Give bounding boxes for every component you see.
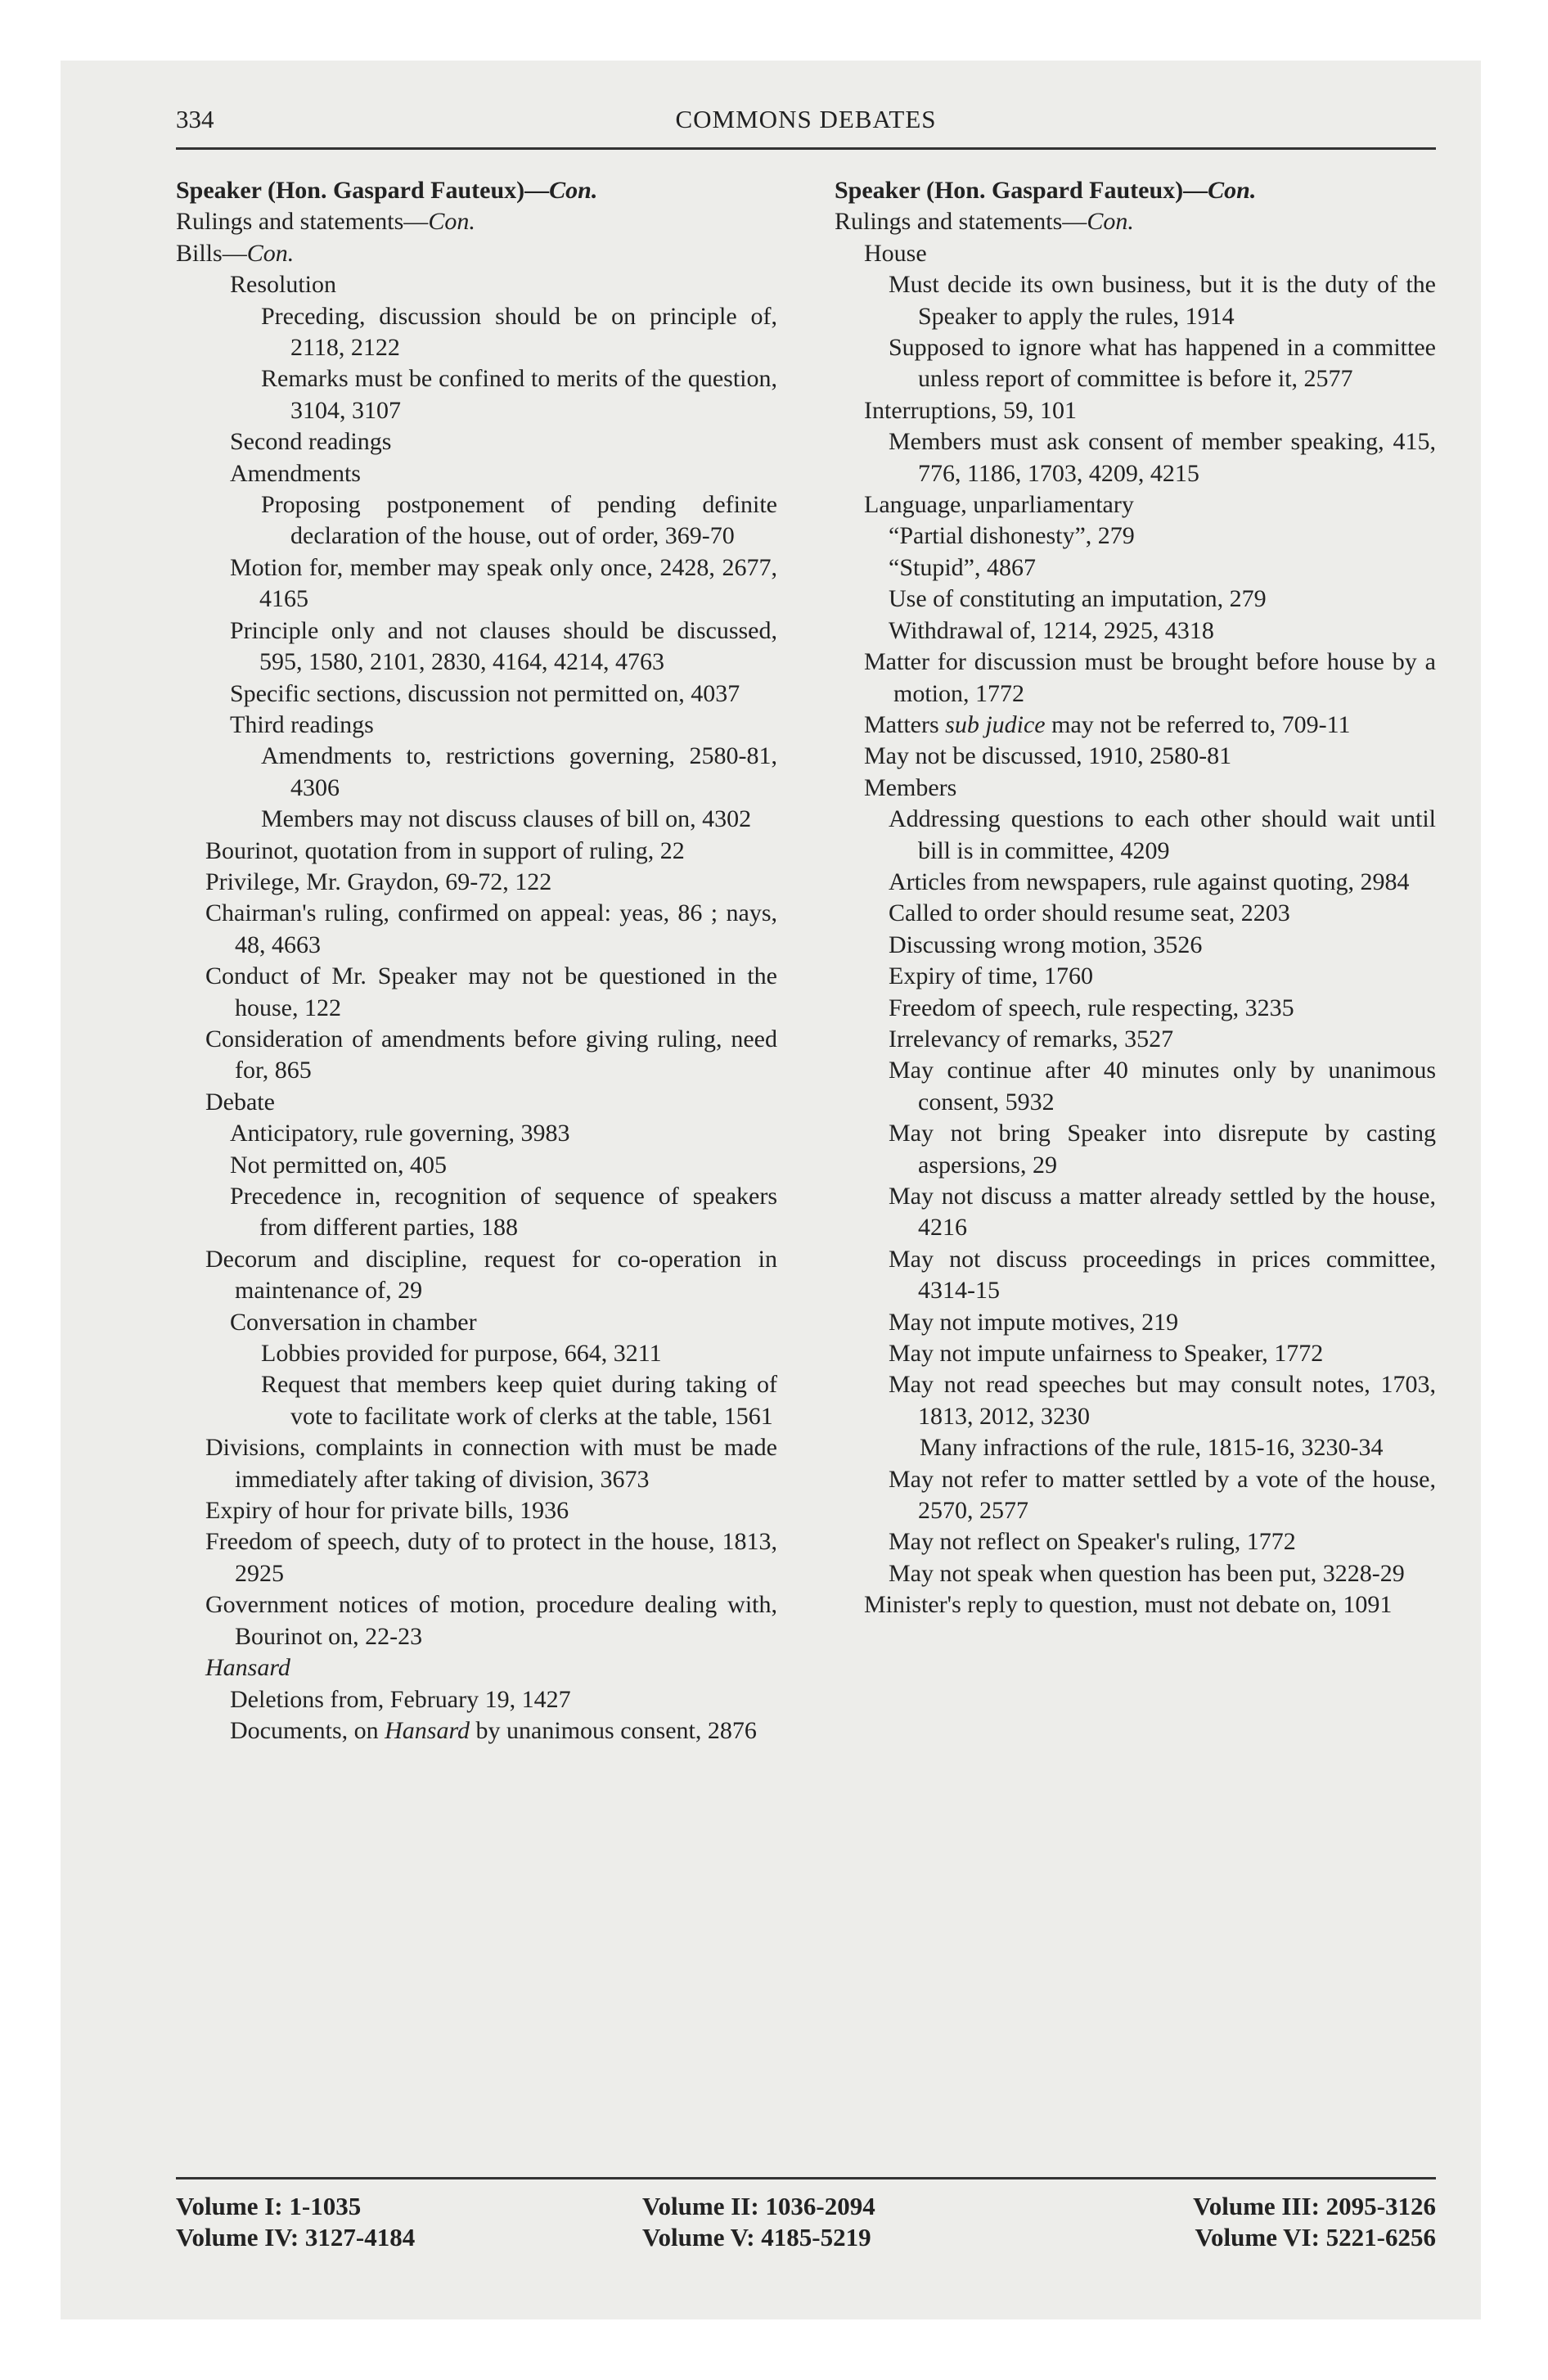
index-entry: Debate [205,1088,275,1116]
right-column [835,175,1436,1621]
index-entry: Freedom of speech, duty of to protect in the house, 1813, 2925 [205,1528,777,1587]
index-entry: Consideration of amendments before giving ruling, need for, 865 [205,1025,777,1084]
subheading: Rulings and statements—Con. [835,208,1134,236]
index-entry: Not permitted on, 405 [230,1151,447,1179]
index-entry: Language, unparliamentary [864,491,1134,519]
page-number: 334 [176,105,214,133]
index-entry: Use of constituting an imputation, 279 [889,585,1267,613]
index-entry: “Stupid”, 4867 [889,553,1036,581]
index-entry: Decorum and discipline, request for co-operation in maintenance of, 29 [205,1245,777,1305]
index-entry: Amendments to, restrictions governing, 2580-81, 4306 [261,742,777,801]
index-entry: Members must ask consent of member speaking, 415, 776, 1186, 1703, 4209, 4215 [889,428,1436,487]
index-entry: Bourinot, quotation from in support of ruling, 22 [205,836,685,864]
left-column [176,175,777,1747]
subheading-bills: Bills—Con. [176,239,295,267]
index-entry: Must decide its own business, but it is the duty of the Speaker to apply the rules, 1914 [889,271,1436,330]
index-entry: Conduct of Mr. Speaker may not be questioned in the house, 122 [205,962,777,1021]
index-entry: Specific sections, discussion not permitted on, 4037 [230,679,740,707]
index-entry: May not impute unfairness to Speaker, 1772 [889,1340,1324,1368]
index-entry: “Partial dishonesty”, 279 [889,522,1135,550]
index-entry: Resolution [230,271,337,299]
index-entry: May not bring Speaker into disrepute by casting aspersions, 29 [889,1120,1436,1179]
index-entry: Members may not discuss clauses of bill on, 4302 [261,805,752,833]
index-entry: Privilege, Mr. Graydon, 69-72, 122 [205,868,552,895]
volume-range: Volume II: 1036-2094 [642,2192,875,2220]
index-entry: Anticipatory, rule governing, 3983 [230,1120,570,1147]
index-entry: May not discuss a matter already settled by the house, 4216 [889,1183,1436,1242]
header-rule [176,147,1436,150]
index-entry: May not speak when question has been put, 3228-29 [889,1559,1405,1587]
column-heading: Speaker (Hon. Gaspard Fauteux)—Con. [176,177,598,204]
index-entry: House [864,239,927,267]
index-entry: Remarks must be confined to merits of the question, 3104, 3107 [261,365,777,424]
index-entry: Articles from newspapers, rule against quoting, 2984 [889,868,1410,895]
index-entry: May not reflect on Speaker's ruling, 1772 [889,1528,1296,1556]
index-entry: Documents, on Hansard by unanimous consent, 2876 [230,1716,757,1744]
index-entry: Divisions, complaints in connection with must be made immediately after taking of division, 3673 [205,1434,777,1493]
index-entry: Expiry of time, 1760 [889,962,1093,990]
index-entry: Principle only and not clauses should be discussed, 595, 1580, 2101, 2830, 4164, 4214, 4763 [230,616,777,676]
index-entry: Discussing wrong motion, 3526 [889,931,1203,958]
volume-range: Volume VI: 5221-6256 [1195,2223,1436,2252]
index-entry: Freedom of speech, rule respecting, 3235 [889,994,1294,1021]
running-head: COMMONS DEBATES [675,105,937,133]
index-entry: Minister's reply to question, must not debate on, 1091 [864,1591,1393,1619]
volume-range: Volume I: 1-1035 [176,2192,362,2220]
index-entry: Matter for discussion must be brought before house by a motion, 1772 [864,648,1436,707]
index-entry: Government notices of motion, procedure dealing with, Bourinot on, 22-23 [205,1591,777,1650]
index-entry: Called to order should resume seat, 2203 [889,899,1290,927]
index-entry: Deletions from, February 19, 1427 [230,1685,571,1713]
footer-rule [176,2177,1436,2179]
index-entry: Expiry of hour for private bills, 1936 [205,1497,569,1525]
index-entry: Conversation in chamber [230,1308,477,1336]
index-entry: Addressing questions to each other should wait until bill is in committee, 4209 [889,805,1436,864]
index-entry: Motion for, member may speak only once, 2428, 2677, 4165 [230,553,777,613]
index-entry: Matters sub judice may not be referred to, 709-11 [864,710,1351,738]
index-entry: Hansard [205,1654,290,1682]
index-entry: May not refer to matter settled by a vote of the house, 2570, 2577 [889,1465,1436,1525]
page-header [176,100,1436,141]
index-entry: Interruptions, 59, 101 [864,396,1077,424]
subheading: Rulings and statements—Con. [176,208,475,236]
index-entry: Second readings [230,428,392,456]
index-entry: Proposing postponement of pending definite declaration of the house, out of order, 369-70 [261,491,777,550]
index-entry: Many infractions of the rule, 1815-16, 3230-34 [920,1434,1384,1462]
index-entry: Irrelevancy of remarks, 3527 [889,1025,1174,1053]
volume-range: Volume V: 4185-5219 [642,2223,871,2252]
index-entry: Chairman's ruling, confirmed on appeal: yeas, 86 ; nays, 48, 4663 [205,899,777,958]
volume-footer [176,2192,1436,2257]
index-entry: Withdrawal of, 1214, 2925, 4318 [889,616,1214,644]
index-entry: Precedence in, recognition of sequence of speakers from different parties, 188 [230,1183,777,1242]
index-entry: Supposed to ignore what has happened in a committee unless report of committee is before it, 2577 [889,334,1436,393]
index-entry: Third readings [230,710,374,738]
index-entry: May not impute motives, 219 [889,1308,1179,1336]
index-entry: Amendments [230,459,361,487]
column-heading: Speaker (Hon. Gaspard Fauteux)—Con. [835,177,1257,204]
index-entry: May not discuss proceedings in prices committee, 4314-15 [889,1245,1436,1305]
index-entry: Preceding, discussion should be on principle of, 2118, 2122 [261,302,777,362]
index-entry: Request that members keep quiet during taking of vote to facilitate work of clerks at the table, 1561 [261,1371,777,1430]
index-entry: May not be discussed, 1910, 2580-81 [864,742,1232,770]
index-entry: Members [864,773,957,801]
volume-range: Volume IV: 3127-4184 [176,2223,416,2252]
index-entry: May continue after 40 minutes only by unanimous consent, 5932 [889,1057,1436,1116]
index-entry: Lobbies provided for purpose, 664, 3211 [261,1340,662,1368]
index-entry: May not read speeches but may consult notes, 1703, 1813, 2012, 3230 [889,1371,1436,1430]
volume-range: Volume III: 2095-3126 [1193,2192,1436,2220]
